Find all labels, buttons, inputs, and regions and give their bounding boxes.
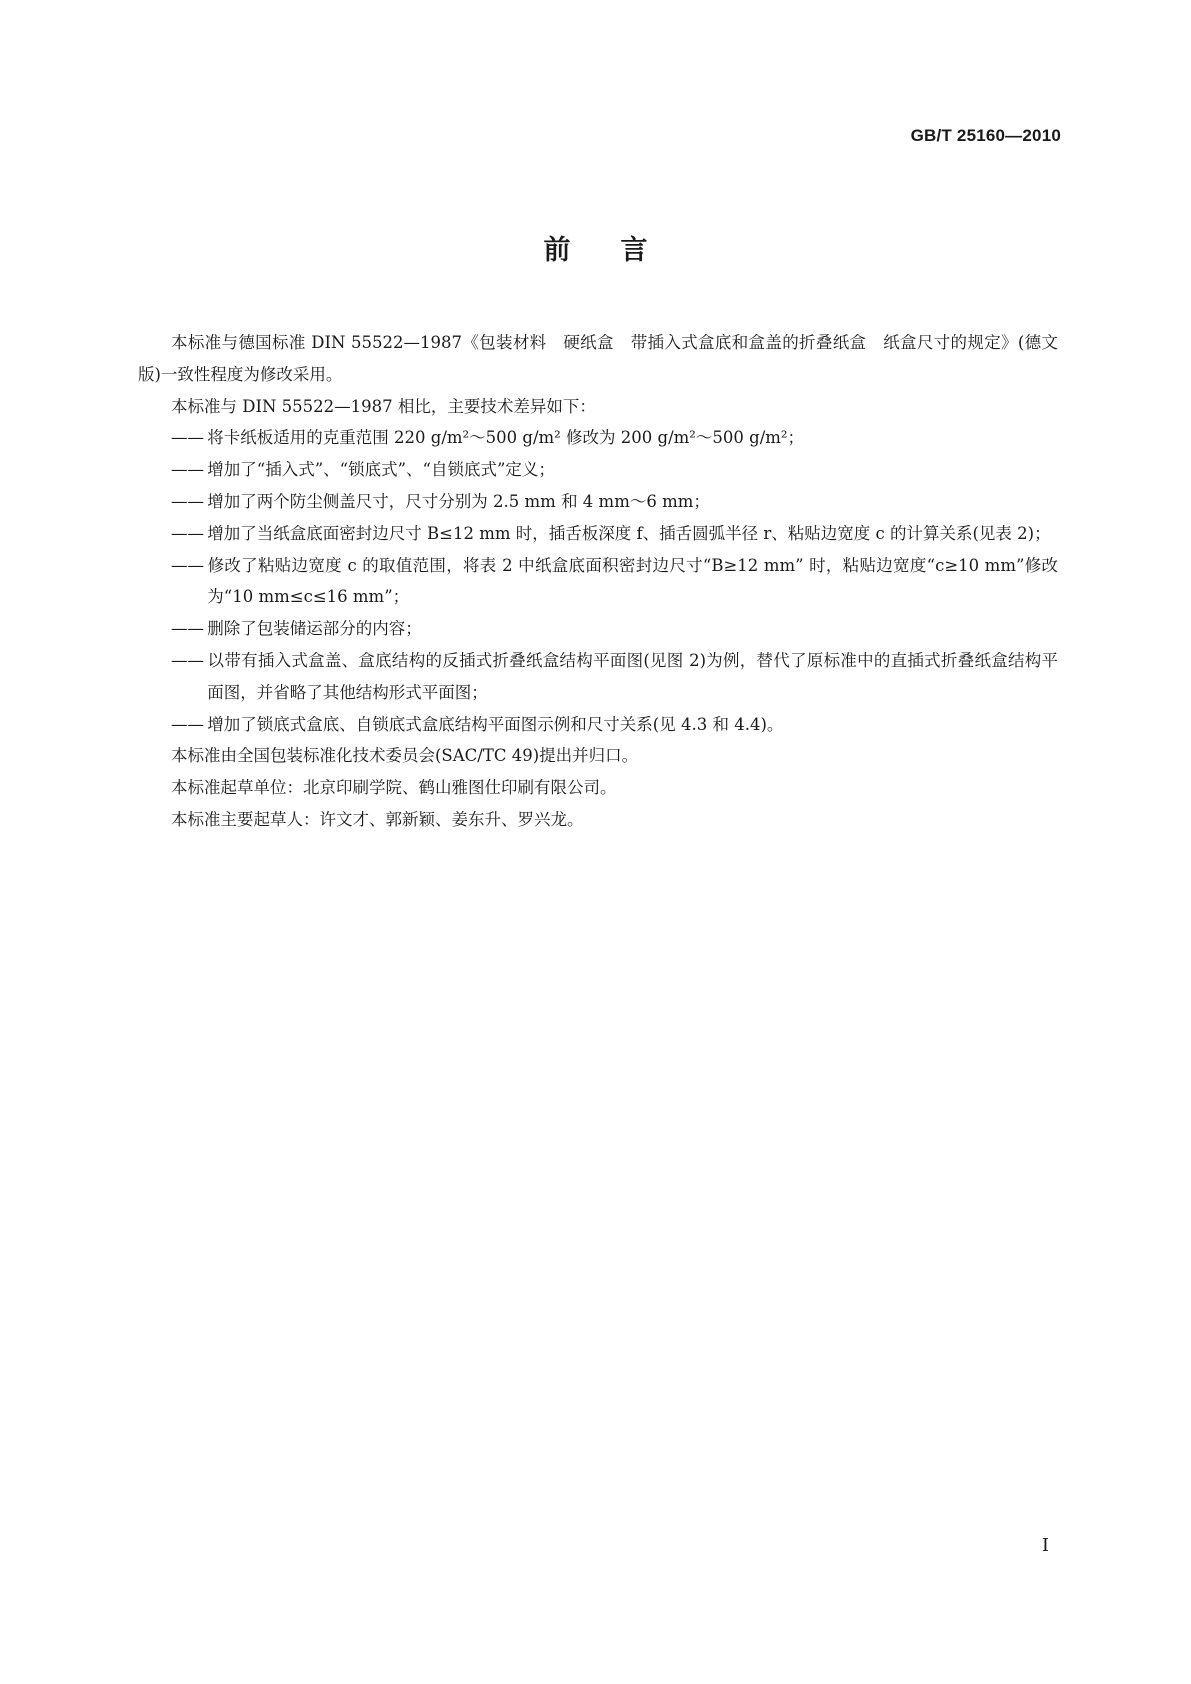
dash-marker: —— <box>171 619 204 639</box>
difference-item <box>138 454 1058 486</box>
difference-item <box>138 709 1058 741</box>
difference-item <box>138 422 1058 454</box>
difference-text: 删除了包装储运部分的内容； <box>207 619 422 639</box>
difference-item <box>138 613 1058 645</box>
closing-paragraph: 本标准起草单位：北京印刷学院、鹤山雅图仕印刷有限公司。 <box>171 778 617 798</box>
difference-item <box>138 645 1058 709</box>
standard-number: GB/T 25160—2010 <box>910 126 1061 145</box>
difference-text: 增加了两个防尘侧盖尺寸，尺寸分别为 2.5 mm 和 4 mm～6 mm； <box>207 491 710 511</box>
difference-text: 将卡纸板适用的克重范围 220 g/m²～500 g/m² 修改为 200 g/m²～500 g/m²； <box>207 428 805 448</box>
difference-item <box>138 550 1058 614</box>
dash-marker: —— <box>171 650 204 670</box>
document-body <box>138 327 1058 836</box>
dash-marker: —— <box>171 428 204 448</box>
difference-text: 增加了锁底式盒底、自锁底式盒底结构平面图示例和尺寸关系(见 4.3 和 4.4)。 <box>207 714 784 734</box>
intro-paragraph: 本标准与德国标准 DIN 55522—1987《包装材料 硬纸盒 带插入式盒底和盒盖的折叠纸盒 纸盒尺寸的规定》(德文版)一致性程度为修改采用。 <box>138 333 1058 384</box>
difference-text: 增加了当纸盒底面密封边尺寸 B≤12 mm 时，插舌板深度 f、插舌圆弧半径 r、粘贴边宽度 c 的计算关系(见表 2)； <box>207 523 1051 543</box>
closing-paragraph: 本标准主要起草人：许文才、郭新颖、姜东升、罗兴龙。 <box>171 809 584 829</box>
intro-paragraph: 本标准与 DIN 55522—1987 相比，主要技术差异如下： <box>171 396 596 416</box>
dash-marker: —— <box>171 491 204 511</box>
page-title: 前言 <box>543 235 698 266</box>
difference-item <box>138 518 1058 550</box>
difference-text: 修改了粘贴边宽度 c 的取值范围，将表 2 中纸盒底面积密封边尺寸“B≥12 mm” 时，粘贴边宽度“c≥10 mm”修改为“10 mm≤c≤16 mm”； <box>207 555 1058 607</box>
dash-marker: —— <box>171 460 204 480</box>
difference-text: 以带有插入式盒盖、盒底结构的反插式折叠纸盒结构平面图(见图 2)为例，替代了原标准中的直插式折叠纸盒结构平面图，并省略了其他结构形式平面图； <box>207 650 1058 702</box>
difference-item <box>138 486 1058 518</box>
page-number: I <box>1041 1535 1049 1556</box>
dash-marker: —— <box>171 555 204 575</box>
dash-marker: —— <box>171 523 204 543</box>
dash-marker: —— <box>171 714 204 734</box>
difference-text: 增加了“插入式”、“锁底式”、“自锁底式”定义； <box>207 460 555 480</box>
closing-paragraph: 本标准由全国包装标准化技术委员会(SAC/TC 49)提出并归口。 <box>171 746 639 766</box>
